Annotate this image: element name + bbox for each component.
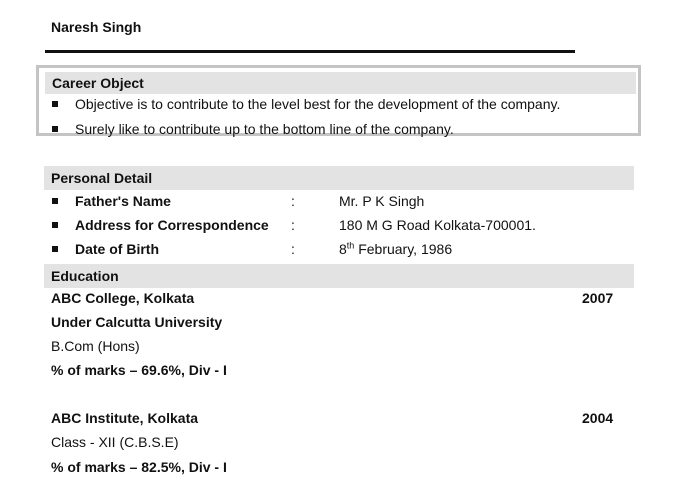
personal-label: Father's Name — [75, 193, 171, 209]
bullet-icon — [52, 222, 58, 228]
personal-value — [339, 240, 452, 258]
dob-ordinal: th — [346, 240, 355, 251]
education-university: Under Calcutta University — [51, 314, 223, 330]
career-object-heading: Career Object — [45, 72, 636, 94]
personal-detail-heading: Personal Detail — [44, 166, 634, 190]
education-institution: ABC College, Kolkata — [51, 290, 195, 306]
education-year: 2004 — [582, 410, 614, 426]
personal-separator: : — [291, 241, 295, 257]
personal-label: Date of Birth — [75, 241, 159, 257]
education-course: Class - XII (C.B.S.E) — [51, 434, 179, 450]
header-divider — [45, 50, 575, 53]
education-heading: Education — [44, 264, 634, 288]
personal-separator: : — [291, 217, 295, 233]
resume-name: Naresh Singh — [51, 19, 142, 35]
bullet-icon — [52, 101, 58, 107]
education-course: B.Com (Hons) — [51, 338, 140, 354]
education-year: 2007 — [582, 290, 614, 306]
personal-value: 180 M G Road Kolkata-700001. — [339, 217, 536, 233]
education-marks: % of marks – 82.5%, Div - I — [51, 459, 227, 475]
bullet-icon — [52, 126, 58, 132]
dob-day: 8 — [339, 241, 347, 257]
career-item: Surely like to contribute up to the bottom line of the company. — [75, 121, 454, 137]
education-marks: % of marks – 69.6%, Div - I — [51, 362, 227, 378]
bullet-icon — [52, 198, 58, 204]
career-item: Objective is to contribute to the level best for the development of the company. — [75, 96, 561, 112]
personal-value: Mr. P K Singh — [339, 193, 425, 209]
personal-label: Address for Correspondence — [75, 217, 269, 233]
education-institution: ABC Institute, Kolkata — [51, 410, 199, 426]
personal-separator: : — [291, 193, 295, 209]
dob-rest: February, 1986 — [354, 241, 453, 257]
bullet-icon — [52, 246, 58, 252]
